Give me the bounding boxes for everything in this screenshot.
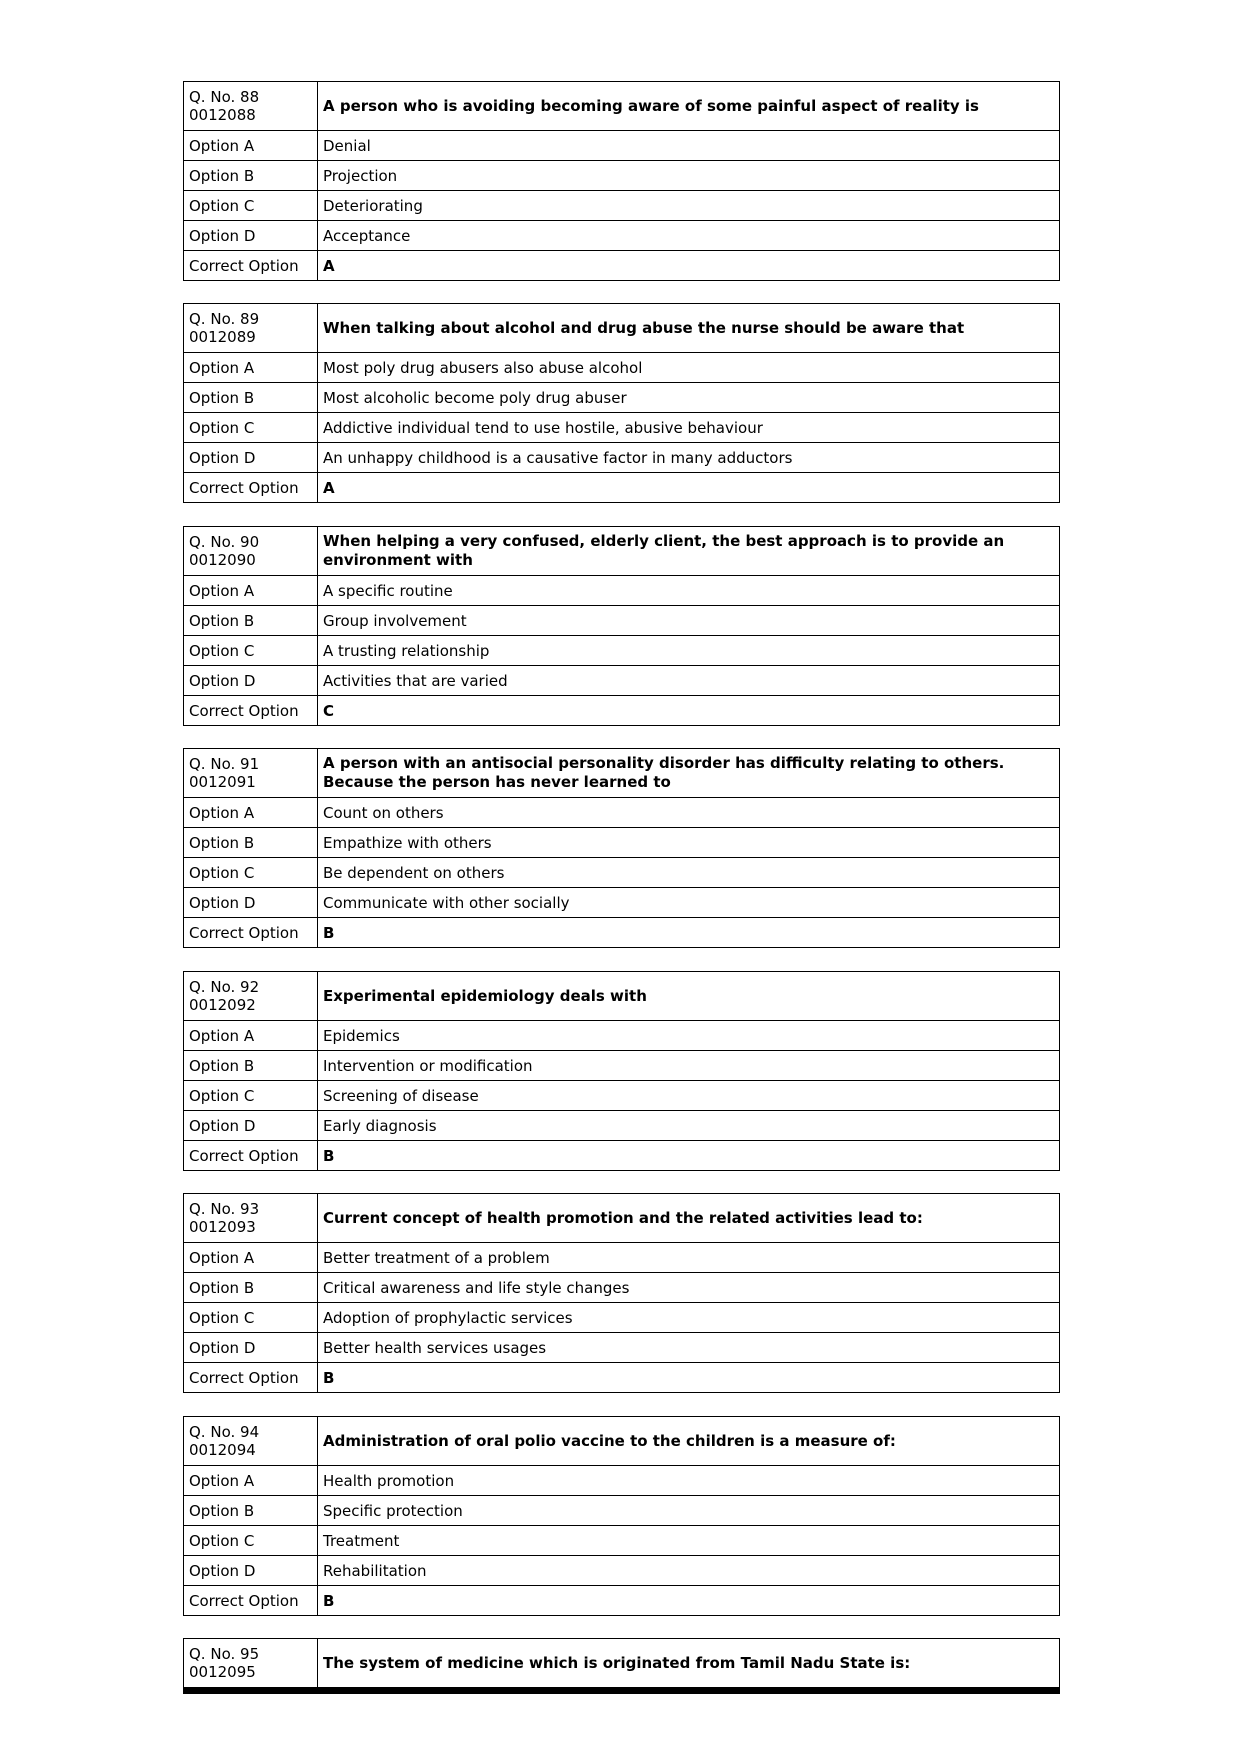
correct-option-value: A: [318, 251, 1060, 281]
option-row-d: [184, 1111, 1060, 1141]
option-d-label: Option D: [184, 666, 318, 696]
option-c-label: Option C: [184, 1303, 318, 1333]
question-row: [184, 527, 1060, 576]
question-code: 0012094: [189, 1441, 256, 1459]
option-row-a: [184, 353, 1060, 383]
option-row-a: [184, 1021, 1060, 1051]
option-c-label: Option C: [184, 858, 318, 888]
option-b-label: Option B: [184, 383, 318, 413]
q-no-label: Q. No.: [189, 533, 236, 551]
option-row-a: [184, 1466, 1060, 1496]
question-row: [184, 1194, 1060, 1243]
correct-option-value: B: [318, 1363, 1060, 1393]
option-c-label: Option C: [184, 413, 318, 443]
option-c-text: Deteriorating: [318, 191, 1060, 221]
option-b-label: Option B: [184, 161, 318, 191]
option-a-label: Option A: [184, 1021, 318, 1051]
question-table-95: [183, 1638, 1060, 1694]
option-c-text: Adoption of prophylactic services: [318, 1303, 1060, 1333]
question-number-cell: [184, 972, 318, 1021]
option-c-label: Option C: [184, 1526, 318, 1556]
question-row: [184, 1417, 1060, 1466]
option-a-text: A specific routine: [318, 576, 1060, 606]
correct-option-label: Correct Option: [184, 918, 318, 948]
option-d-text: Rehabilitation: [318, 1556, 1060, 1586]
question-code: 0012095: [189, 1663, 256, 1681]
option-c-text: Addictive individual tend to use hostile, abusive behaviour: [318, 413, 1060, 443]
question-number: 92: [240, 978, 260, 996]
option-c-text: Treatment: [318, 1526, 1060, 1556]
option-a-text: Count on others: [318, 798, 1060, 828]
question-row: [184, 749, 1060, 798]
question-text: Administration of oral polio vaccine to the children is a measure of:: [318, 1417, 1060, 1466]
option-row-c: [184, 1303, 1060, 1333]
option-a-label: Option A: [184, 798, 318, 828]
option-d-label: Option D: [184, 888, 318, 918]
question-number-cell: [184, 304, 318, 353]
option-row-a: [184, 131, 1060, 161]
option-row-c: [184, 1526, 1060, 1556]
option-row-d: [184, 443, 1060, 473]
question-table-91: [183, 748, 1060, 948]
option-b-label: Option B: [184, 1496, 318, 1526]
question-text: A person with an antisocial personality disorder has difficulty relating to others. Because the person has never learned to: [318, 749, 1060, 798]
option-b-text: Projection: [318, 161, 1060, 191]
correct-option-value: B: [318, 1141, 1060, 1171]
correct-option-label: Correct Option: [184, 473, 318, 503]
option-row-c: [184, 636, 1060, 666]
correct-option-row: [184, 251, 1060, 281]
option-a-label: Option A: [184, 131, 318, 161]
q-no-label: Q. No.: [189, 88, 236, 106]
option-d-label: Option D: [184, 1333, 318, 1363]
option-c-label: Option C: [184, 1081, 318, 1111]
option-a-label: Option A: [184, 576, 318, 606]
option-row-d: [184, 1556, 1060, 1586]
question-code: 0012093: [189, 1218, 256, 1236]
option-row-d: [184, 888, 1060, 918]
question-number: 90: [240, 533, 260, 551]
option-row-a: [184, 1243, 1060, 1273]
option-d-text: Early diagnosis: [318, 1111, 1060, 1141]
option-a-label: Option A: [184, 1466, 318, 1496]
question-text: Experimental epidemiology deals with: [318, 972, 1060, 1021]
option-b-label: Option B: [184, 1051, 318, 1081]
question-row: [184, 304, 1060, 353]
question-number: 93: [240, 1200, 260, 1218]
question-code: 0012090: [189, 551, 256, 569]
q-no-label: Q. No.: [189, 978, 236, 996]
question-code: 0012088: [189, 106, 256, 124]
question-table-89: [183, 303, 1060, 503]
option-b-text: Empathize with others: [318, 828, 1060, 858]
question-table-90: [183, 526, 1060, 726]
correct-option-label: Correct Option: [184, 251, 318, 281]
correct-option-row: [184, 918, 1060, 948]
question-number: 91: [240, 755, 260, 773]
correct-option-label: Correct Option: [184, 696, 318, 726]
q-no-label: Q. No.: [189, 310, 236, 328]
q-no-label: Q. No.: [189, 1645, 236, 1663]
option-d-label: Option D: [184, 443, 318, 473]
question-code: 0012092: [189, 996, 256, 1014]
question-code: 0012089: [189, 328, 256, 346]
option-row-b: [184, 1051, 1060, 1081]
option-c-text: A trusting relationship: [318, 636, 1060, 666]
question-table-94: [183, 1416, 1060, 1616]
question-row: [184, 82, 1060, 131]
option-d-text: Better health services usages: [318, 1333, 1060, 1363]
option-row-b: [184, 606, 1060, 636]
question-text: The system of medicine which is originated from Tamil Nadu State is:: [318, 1639, 1060, 1691]
option-b-label: Option B: [184, 828, 318, 858]
option-a-label: Option A: [184, 1243, 318, 1273]
option-d-text: Acceptance: [318, 221, 1060, 251]
question-table-88: [183, 81, 1060, 281]
question-number: 88: [240, 88, 260, 106]
question-number: 95: [240, 1645, 260, 1663]
correct-option-value: A: [318, 473, 1060, 503]
question-number-cell: [184, 82, 318, 131]
question-table-92: [183, 971, 1060, 1171]
q-no-label: Q. No.: [189, 755, 236, 773]
option-b-text: Specific protection: [318, 1496, 1060, 1526]
option-a-text: Denial: [318, 131, 1060, 161]
option-a-label: Option A: [184, 353, 318, 383]
question-row: [184, 1639, 1060, 1691]
option-b-label: Option B: [184, 606, 318, 636]
option-c-label: Option C: [184, 636, 318, 666]
option-row-d: [184, 221, 1060, 251]
option-row-c: [184, 1081, 1060, 1111]
option-d-text: Activities that are varied: [318, 666, 1060, 696]
option-row-c: [184, 413, 1060, 443]
option-row-b: [184, 1273, 1060, 1303]
option-b-text: Most alcoholic become poly drug abuser: [318, 383, 1060, 413]
question-number-cell: [184, 749, 318, 798]
q-no-label: Q. No.: [189, 1423, 236, 1441]
question-row: [184, 972, 1060, 1021]
option-row-a: [184, 576, 1060, 606]
question-number-cell: [184, 1194, 318, 1243]
option-d-label: Option D: [184, 1111, 318, 1141]
option-c-text: Screening of disease: [318, 1081, 1060, 1111]
option-row-c: [184, 191, 1060, 221]
correct-option-row: [184, 1141, 1060, 1171]
option-row-d: [184, 666, 1060, 696]
question-number: 89: [240, 310, 260, 328]
correct-option-label: Correct Option: [184, 1586, 318, 1616]
option-a-text: Most poly drug abusers also abuse alcohol: [318, 353, 1060, 383]
correct-option-row: [184, 473, 1060, 503]
question-number: 94: [240, 1423, 260, 1441]
option-a-text: Health promotion: [318, 1466, 1060, 1496]
correct-option-value: C: [318, 696, 1060, 726]
question-table-93: [183, 1193, 1060, 1393]
question-text: Current concept of health promotion and the related activities lead to:: [318, 1194, 1060, 1243]
question-text: When helping a very confused, elderly client, the best approach is to provide an environment with: [318, 527, 1060, 576]
correct-option-label: Correct Option: [184, 1141, 318, 1171]
option-d-text: An unhappy childhood is a causative factor in many adductors: [318, 443, 1060, 473]
question-number-cell: [184, 1417, 318, 1466]
option-b-label: Option B: [184, 1273, 318, 1303]
option-row-b: [184, 828, 1060, 858]
option-a-text: Epidemics: [318, 1021, 1060, 1051]
correct-option-row: [184, 696, 1060, 726]
option-b-text: Intervention or modification: [318, 1051, 1060, 1081]
option-b-text: Group involvement: [318, 606, 1060, 636]
option-row-b: [184, 1496, 1060, 1526]
option-d-text: Communicate with other socially: [318, 888, 1060, 918]
option-a-text: Better treatment of a problem: [318, 1243, 1060, 1273]
option-row-a: [184, 798, 1060, 828]
option-row-b: [184, 161, 1060, 191]
correct-option-row: [184, 1586, 1060, 1616]
option-d-label: Option D: [184, 1556, 318, 1586]
option-row-c: [184, 858, 1060, 888]
option-row-d: [184, 1333, 1060, 1363]
option-b-text: Critical awareness and life style changes: [318, 1273, 1060, 1303]
q-no-label: Q. No.: [189, 1200, 236, 1218]
correct-option-value: B: [318, 918, 1060, 948]
question-number-cell: [184, 1639, 318, 1691]
question-code: 0012091: [189, 773, 256, 791]
option-d-label: Option D: [184, 221, 318, 251]
option-c-text: Be dependent on others: [318, 858, 1060, 888]
option-c-label: Option C: [184, 191, 318, 221]
correct-option-label: Correct Option: [184, 1363, 318, 1393]
option-row-b: [184, 383, 1060, 413]
correct-option-row: [184, 1363, 1060, 1393]
question-number-cell: [184, 527, 318, 576]
question-text: A person who is avoiding becoming aware of some painful aspect of reality is: [318, 82, 1060, 131]
question-text: When talking about alcohol and drug abuse the nurse should be aware that: [318, 304, 1060, 353]
correct-option-value: B: [318, 1586, 1060, 1616]
